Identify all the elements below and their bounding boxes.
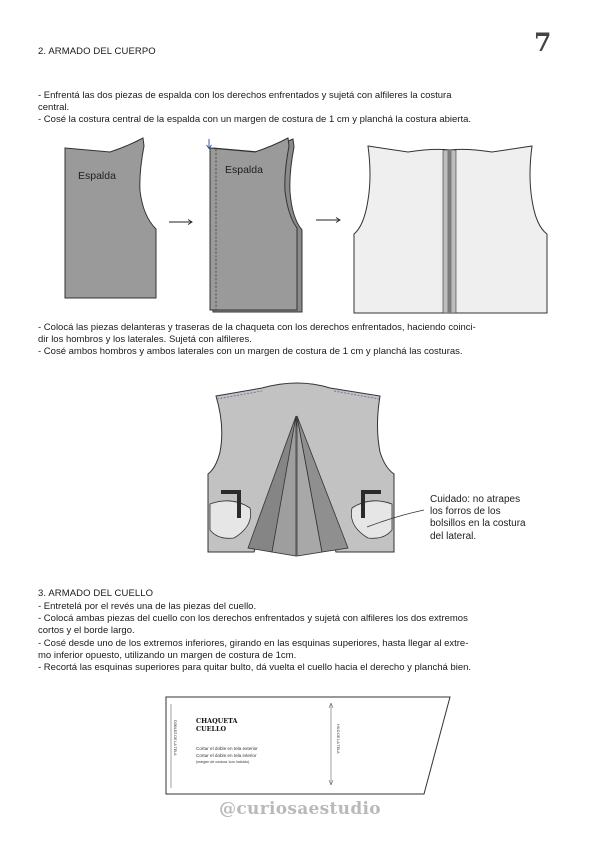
- text-line: - Cosé ambos hombros y ambos laterales con un margen de costura de 1 cm y planchá las costuras.: [38, 346, 463, 358]
- label-espalda-2: Espalda: [225, 164, 263, 176]
- text-line: cortos y el borde largo.: [38, 625, 135, 637]
- section-title-armado-cuello: 3. ARMADO DEL CUELLO: [38, 588, 154, 599]
- arrow-down-icon: [207, 139, 212, 149]
- text-line: - Colocá ambas piezas del cuello con los derechos enfrentados y sujetá con alfileres los dos extremos: [38, 613, 468, 625]
- note-line: Cuidado: no atrapes: [430, 494, 521, 505]
- text-line: mo inferior opuesto, utilizando un margen de costura de 1cm.: [38, 649, 297, 661]
- text-line: - Cosé desde uno de los extremos inferiores, girando en las esquinas superiores, hasta llegar al extre-: [38, 637, 469, 649]
- text-line: central.: [38, 102, 70, 114]
- label-espalda-1: Espalda: [78, 170, 116, 182]
- instructions-collar: [38, 601, 568, 674]
- back-piece-left: [65, 138, 156, 298]
- text-line: - Recortá las esquinas superiores para quitar bulto, dá vuelta el cuello hacia el derecho y planchá bien.: [38, 662, 472, 674]
- arrow-right-icon: [316, 218, 340, 223]
- back-seam-diagram: [0, 136, 600, 320]
- instructions-shoulders-sides: [38, 322, 568, 359]
- note-line: bolsillos en la costura: [430, 518, 526, 530]
- grain-label: HILO DE LA TELA: [336, 724, 340, 754]
- pocket-warning-note: [430, 494, 580, 543]
- text-line: - Entretelá por el revés una de las piezas del cuello.: [38, 601, 257, 612]
- collar-pattern-piece: [0, 690, 600, 800]
- arrow-right-icon: [169, 220, 192, 225]
- pattern-instr-2: Cortar el doble en tela interior: [196, 753, 257, 758]
- text-line: - Cosé la costura central de la espalda con un margen de costura de 1 cm y planchá la costura abierta.: [38, 114, 472, 126]
- note-line: del lateral.: [430, 530, 477, 542]
- text-line: dir los hombros y los laterales. Sujetá con alfileres.: [38, 334, 252, 346]
- pattern-instr-3: (margen de costura 1cm incluido): [196, 760, 250, 764]
- text-line: - Colocá las piezas delanteras y traseras de la chaqueta con los derechos enfrentados, haciendo coinci-: [38, 322, 476, 333]
- note-line: los forros de los: [430, 506, 501, 518]
- pattern-instr-1: Cortar el doble en tela exterior: [196, 746, 258, 751]
- footer-brand: @curiosaestudio: [219, 799, 381, 819]
- pattern-title-1: CHAQUETA: [196, 717, 238, 725]
- text-line: - Enfrentá las dos piezas de espalda con los derechos enfrentados y sujetá con alfileres la costura: [38, 90, 452, 101]
- center-seam-stitch: [448, 150, 452, 313]
- instructions-back-seam: [38, 90, 568, 127]
- fold-label: DOBLEZ DE LA TELA: [173, 720, 177, 756]
- pattern-title-2: CUELLO: [196, 725, 227, 733]
- section-title-armado-cuerpo: 2. ARMADO DEL CUERPO: [38, 46, 156, 57]
- page-number: 7: [534, 28, 552, 57]
